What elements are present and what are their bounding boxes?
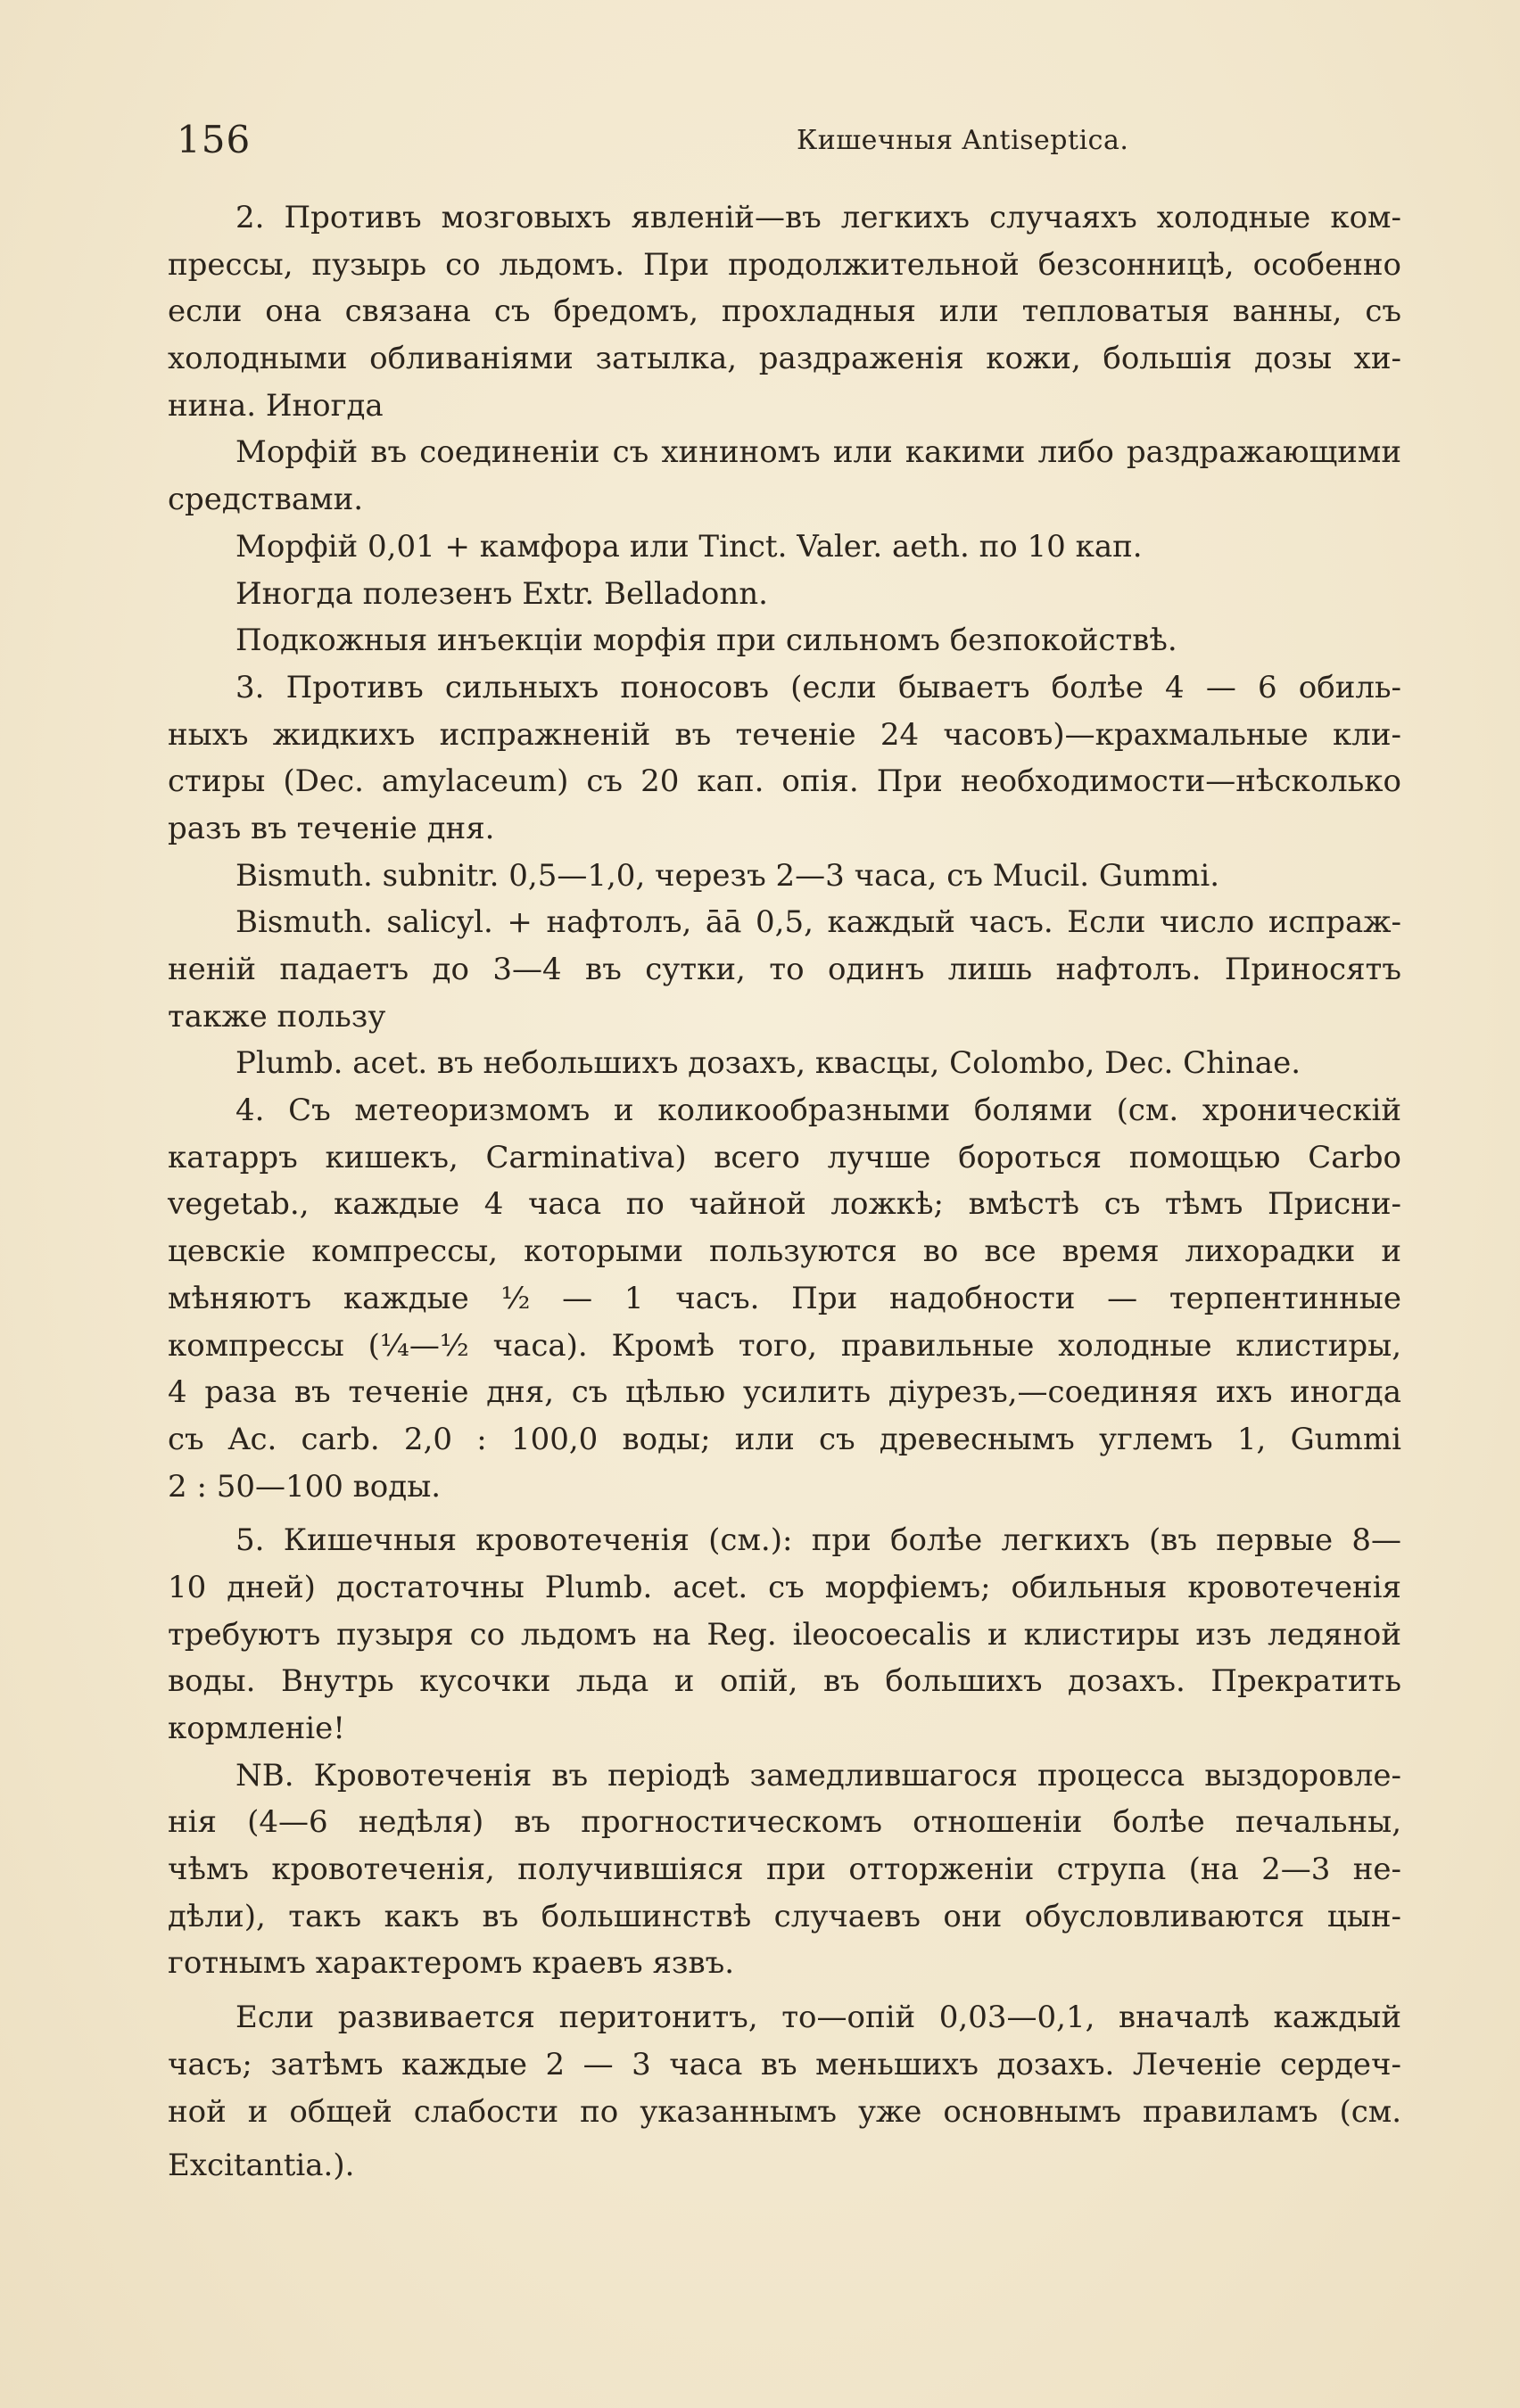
text-line: 3. Противъ сильныхъ поносовъ (если бываетъ болѣе 4 — 6 обиль- <box>235 669 1401 705</box>
text-line: чѣмъ кровотеченія, получившіяся при отторженіи струпа (на 2—3 не- <box>168 1851 1401 1888</box>
text-line: Морфій 0,01 + камфора или Tinct. Valer. aeth. по 10 кап. <box>235 528 1143 565</box>
text-line: Plumb. acet. въ небольшихъ дозахъ, квасцы, Colombo, Dec. Chinae. <box>235 1045 1301 1082</box>
text-line: Excitantia.). <box>168 2148 355 2184</box>
text-line: 5. Кишечныя кровотеченія (см.): при болѣе легкихъ (въ первые 8— <box>235 1522 1401 1559</box>
text-line: 4 раза въ теченіе дня, съ цѣлью усилить діурезъ,—соединяя ихъ иногда <box>168 1374 1401 1411</box>
text-line: цевскіе компрессы, которыми пользуются во все время лихорадки и <box>168 1233 1401 1270</box>
text-line: разъ въ теченіе дня. <box>168 810 495 846</box>
paragraph-gap <box>168 2135 1401 2142</box>
text-line: стиры (Dec. amylaceum) съ 20 кап. опія. При необходимости—нѣсколько <box>168 763 1401 800</box>
text-line: ной и общей слабости по указаннымъ уже основнымъ правиламъ (см. <box>168 2093 1401 2130</box>
text-line: нія (4—6 недѣля) въ прогностическомъ отношеніи болѣе печальны, <box>168 1804 1401 1841</box>
text-line: NB. Кровотеченія въ періодѣ замедлившагося процесса выздоровле- <box>235 1757 1401 1794</box>
text-line: компрессы (¼—½ часа). Кромѣ того, правильные холодные клистиры, <box>168 1327 1401 1364</box>
paragraph-gap <box>168 1987 1401 1994</box>
page-header <box>177 118 1408 162</box>
text-line: если она связана съ бредомъ, прохладныя или тепловатыя ванны, съ <box>168 293 1401 330</box>
text-line: холодными обливаніями затылка, раздраженія кожи, большія дозы хи- <box>168 341 1401 377</box>
text-line: также пользу <box>168 998 386 1035</box>
text-line: воды. Внутрь кусочки льда и опій, въ большихъ дозахъ. Прекратить <box>168 1663 1401 1700</box>
text-line: готнымъ характеромъ краевъ язвъ. <box>168 1945 735 1982</box>
text-line: 2 : 50—100 воды. <box>168 1468 442 1505</box>
text-line: катарръ кишекъ, Carminativa) всего лучше бороться помощью Carbo <box>168 1139 1401 1175</box>
text-line: Bismuth. salicyl. + нафтолъ, āā 0,5, каждый часъ. Если число испраж- <box>235 904 1401 941</box>
text-line: Bismuth. subnitr. 0,5—1,0, черезъ 2—3 часа, съ Mucil. Gummi. <box>235 857 1220 894</box>
paragraph-gap <box>168 1510 1401 1517</box>
text-line: неній падаетъ до 3—4 въ сутки, то одинъ лишь нафтолъ. Приносятъ <box>168 952 1401 987</box>
text-line: vegetab., каждые 4 часа по чайной ложкѣ; вмѣстѣ съ тѣмъ Присни- <box>168 1186 1401 1223</box>
text-line: дѣли), такъ какъ въ большинствѣ случаевъ они обусловливаются цын- <box>168 1898 1401 1934</box>
text-line: Если развивается перитонитъ, то—опій 0,03—0,1, вначалѣ каждый <box>235 2000 1401 2036</box>
text-line: средствами. <box>168 482 364 518</box>
text-line: мѣняютъ каждые ½ — 1 часъ. При надобности — терпентинные <box>168 1280 1401 1316</box>
text-line: Морфій въ соединеніи съ хининомъ или какими либо раздражающими <box>235 434 1401 471</box>
text-line: 2. Противъ мозговыхъ явленій—въ легкихъ случаяхъ холодные ком- <box>235 200 1401 235</box>
page-number: 156 <box>177 118 252 161</box>
body-text <box>168 194 1401 2189</box>
text-line: съ Ac. carb. 2,0 : 100,0 воды; или съ древеснымъ углемъ 1, Gummi <box>168 1421 1401 1457</box>
text-line: 10 дней) достаточны Plumb. acet. съ морфіемъ; обильныя кровотеченія <box>168 1569 1401 1605</box>
text-line: 4. Съ метеоризмомъ и коликообразными болями (см. хроническій <box>235 1093 1401 1129</box>
text-line: Иногда полезенъ Extr. Belladonn. <box>235 575 768 612</box>
text-line: часъ; затѣмъ каждые 2 — 3 часа въ меньшихъ дозахъ. Леченіе сердеч- <box>168 2046 1401 2082</box>
text-line: ныхъ жидкихъ испражненій въ теченіе 24 часовъ)—крахмальные кли- <box>168 716 1401 753</box>
text-line: Подкожныя инъекціи морфія при сильномъ безпокойствѣ. <box>235 623 1177 659</box>
text-line: кормленіе! <box>168 1711 345 1746</box>
text-line: требуютъ пузыря со льдомъ на Reg. ileocoecalis и клистиры изъ ледяной <box>168 1616 1401 1653</box>
text-line: прессы, пузырь со льдомъ. При продолжительной безсонницѣ, особенно <box>168 246 1401 283</box>
text-line: нина. Иногда <box>168 387 384 424</box>
running-title: Кишечныя Antiseptica. <box>797 125 1129 156</box>
